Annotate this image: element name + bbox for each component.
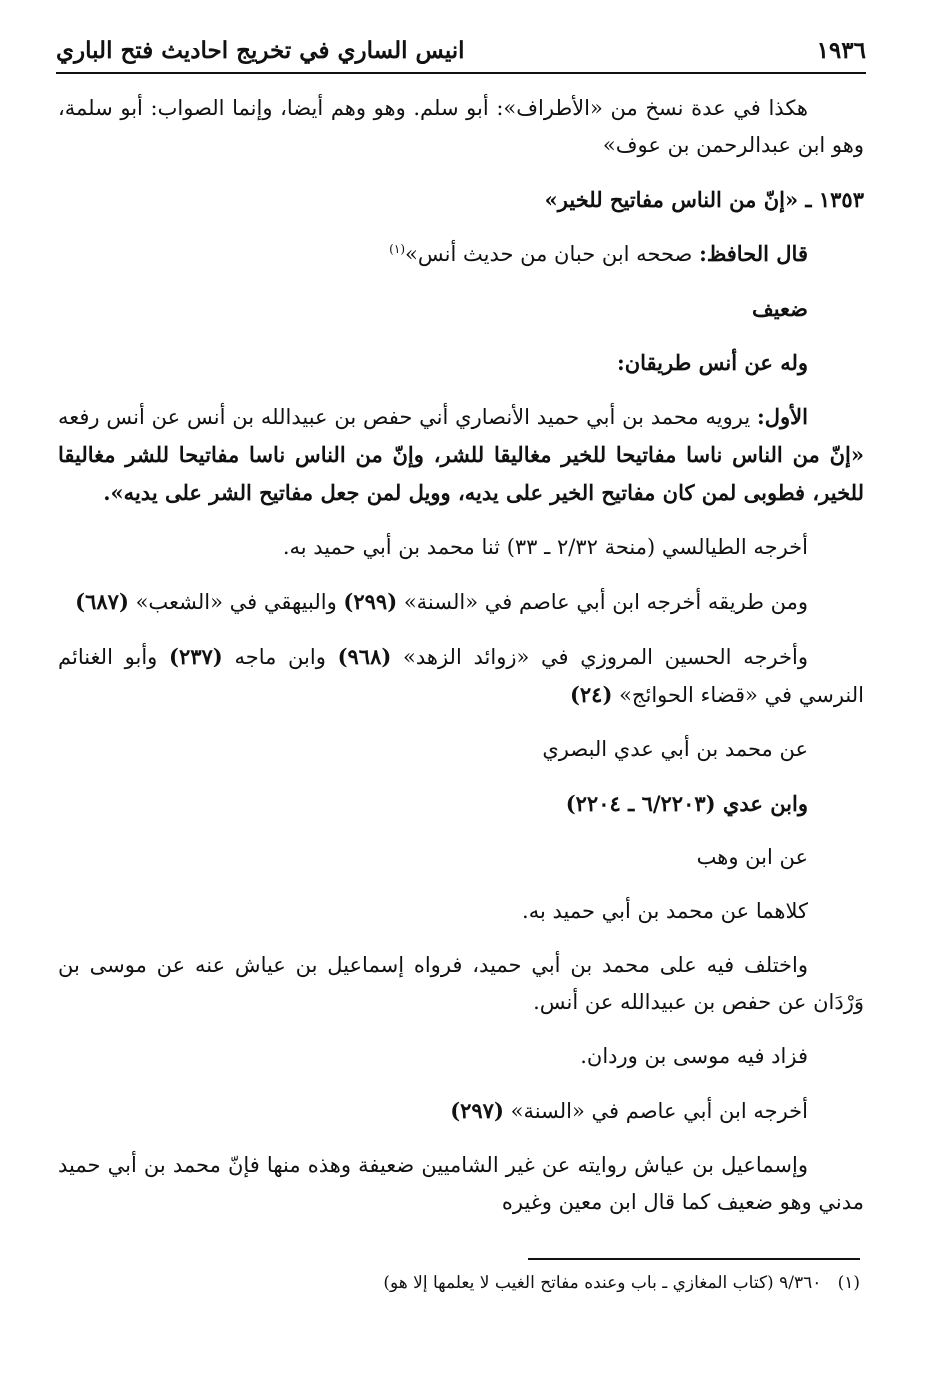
- hadith-heading: [58, 181, 864, 218]
- sunnah-text: أخرجه ابن أبي عاصم في «السنة»: [510, 1099, 808, 1123]
- ibn-majah-number: (٢٣٧): [169, 644, 223, 669]
- first-way-paragraph: [58, 398, 864, 512]
- marwazi-number: (٩٦٨): [337, 644, 392, 669]
- two-ways-heading: وله عن أنس طريقان:: [616, 350, 808, 375]
- ibn-majah-text: وابن ماجه: [234, 645, 326, 669]
- marwazi-paragraph: [58, 638, 864, 714]
- hadith-full-text: «إنّ من الناس ناسا مفاتيحا للخير مغاليقا للشر، وإنّ من الناس ناسا مفاتيحا للشر مغاليقا للخير، فطوبى لمن كان مفاتيح الخير على يديه، وويل لمن جعل مفاتيح الشر على يديه».: [58, 442, 864, 505]
- paragraph-atraf: [58, 90, 864, 164]
- ismail-paragraph: وإسماعيل بن عياش روايته عن غير الشاميين ضعيفة وهذه منها فإنّ محمد بن أبي حميد مدني وهو ضعيف كما قال ابن معين وغيره: [58, 1153, 864, 1214]
- bayhaqi-number: (٦٨٧): [75, 589, 129, 614]
- footnote-divider: [528, 1258, 860, 1260]
- tayalisi-line: أخرجه الطيالسي (منحة ٢/٣٢ ـ ٣٣) ثنا محمد بن أبي حميد به.: [282, 535, 808, 559]
- page-number: ١٩٣٦: [816, 36, 866, 64]
- header-divider: [56, 72, 866, 74]
- sunnah-number: (٢٩٧): [450, 1098, 504, 1123]
- first-label: الأول:: [757, 404, 808, 429]
- sunnah-line: [58, 1092, 864, 1130]
- page-header: [56, 30, 866, 70]
- grade: ضعيف: [751, 296, 808, 321]
- ibn-adi-line: وابن عدي (٦/٢٢٠٣ ـ ٢٢٠٤): [565, 791, 808, 816]
- bayhaqi-text: والبيهقي في «الشعب»: [135, 590, 337, 614]
- first-text: يرويه محمد بن أبي حميد الأنصاري أني حفص بن عبيدالله بن أنس عن أنس رفعه: [58, 405, 751, 429]
- footnote: [58, 1268, 860, 1298]
- hadith-number: ١٣٥٣ ـ: [805, 187, 864, 212]
- abi-asim-line: [58, 583, 864, 621]
- marwazi-text: وأخرجه الحسين المروزي في «زوائد الزهد»: [403, 645, 808, 669]
- nursi-text: وأبو الغنائم النرسي في «قضاء الحوائج»: [58, 645, 864, 707]
- ikhtilaf-paragraph: واختلف فيه على محمد بن أبي حميد، فرواه إسماعيل بن عياش عنه عن موسى بن وَرْدَان عن حفص بن عبيدالله عن أنس.: [58, 953, 864, 1014]
- hafiz-text: صححه ابن حبان من حديث أنس»: [405, 242, 693, 266]
- hafiz-label: قال الحافظ:: [699, 241, 808, 266]
- hafiz-paragraph: [58, 235, 864, 273]
- from-basri-line: عن محمد بن أبي عدي البصري: [542, 737, 808, 761]
- atraf-text: هكذا في عدة نسخ من «الأطراف»: أبو سلم. وهو وهم أيضا، وإنما الصواب: أبو سلمة، وهو ابن عبدالرحمن بن عوف»: [58, 96, 864, 157]
- footnote-marker: (١): [837, 1273, 860, 1293]
- main-text: [58, 90, 864, 1238]
- zad-line: فزاد فيه موسى بن وردان.: [580, 1044, 808, 1068]
- abi-asim-text: ومن طريقه أخرجه ابن أبي عاصم في «السنة»: [403, 590, 808, 614]
- from-wahb-line: عن ابن وهب: [696, 845, 808, 869]
- footnote-text: ٩/٣٦٠ (كتاب المغازي ـ باب وعنده مفاتح الغيب لا يعلمها إلا هو): [383, 1273, 822, 1293]
- footnote-ref: (١): [389, 242, 405, 256]
- nursi-number: (٢٤): [569, 682, 613, 707]
- abi-asim-number: (٢٩٩): [343, 589, 398, 614]
- hadith-text: «إنّ من الناس مفاتيح للخير»: [544, 187, 799, 212]
- both-from-line: كلاهما عن محمد بن أبي حميد به.: [522, 899, 808, 923]
- running-title: انيس الساري في تخريج احاديث فتح الباري: [56, 36, 465, 64]
